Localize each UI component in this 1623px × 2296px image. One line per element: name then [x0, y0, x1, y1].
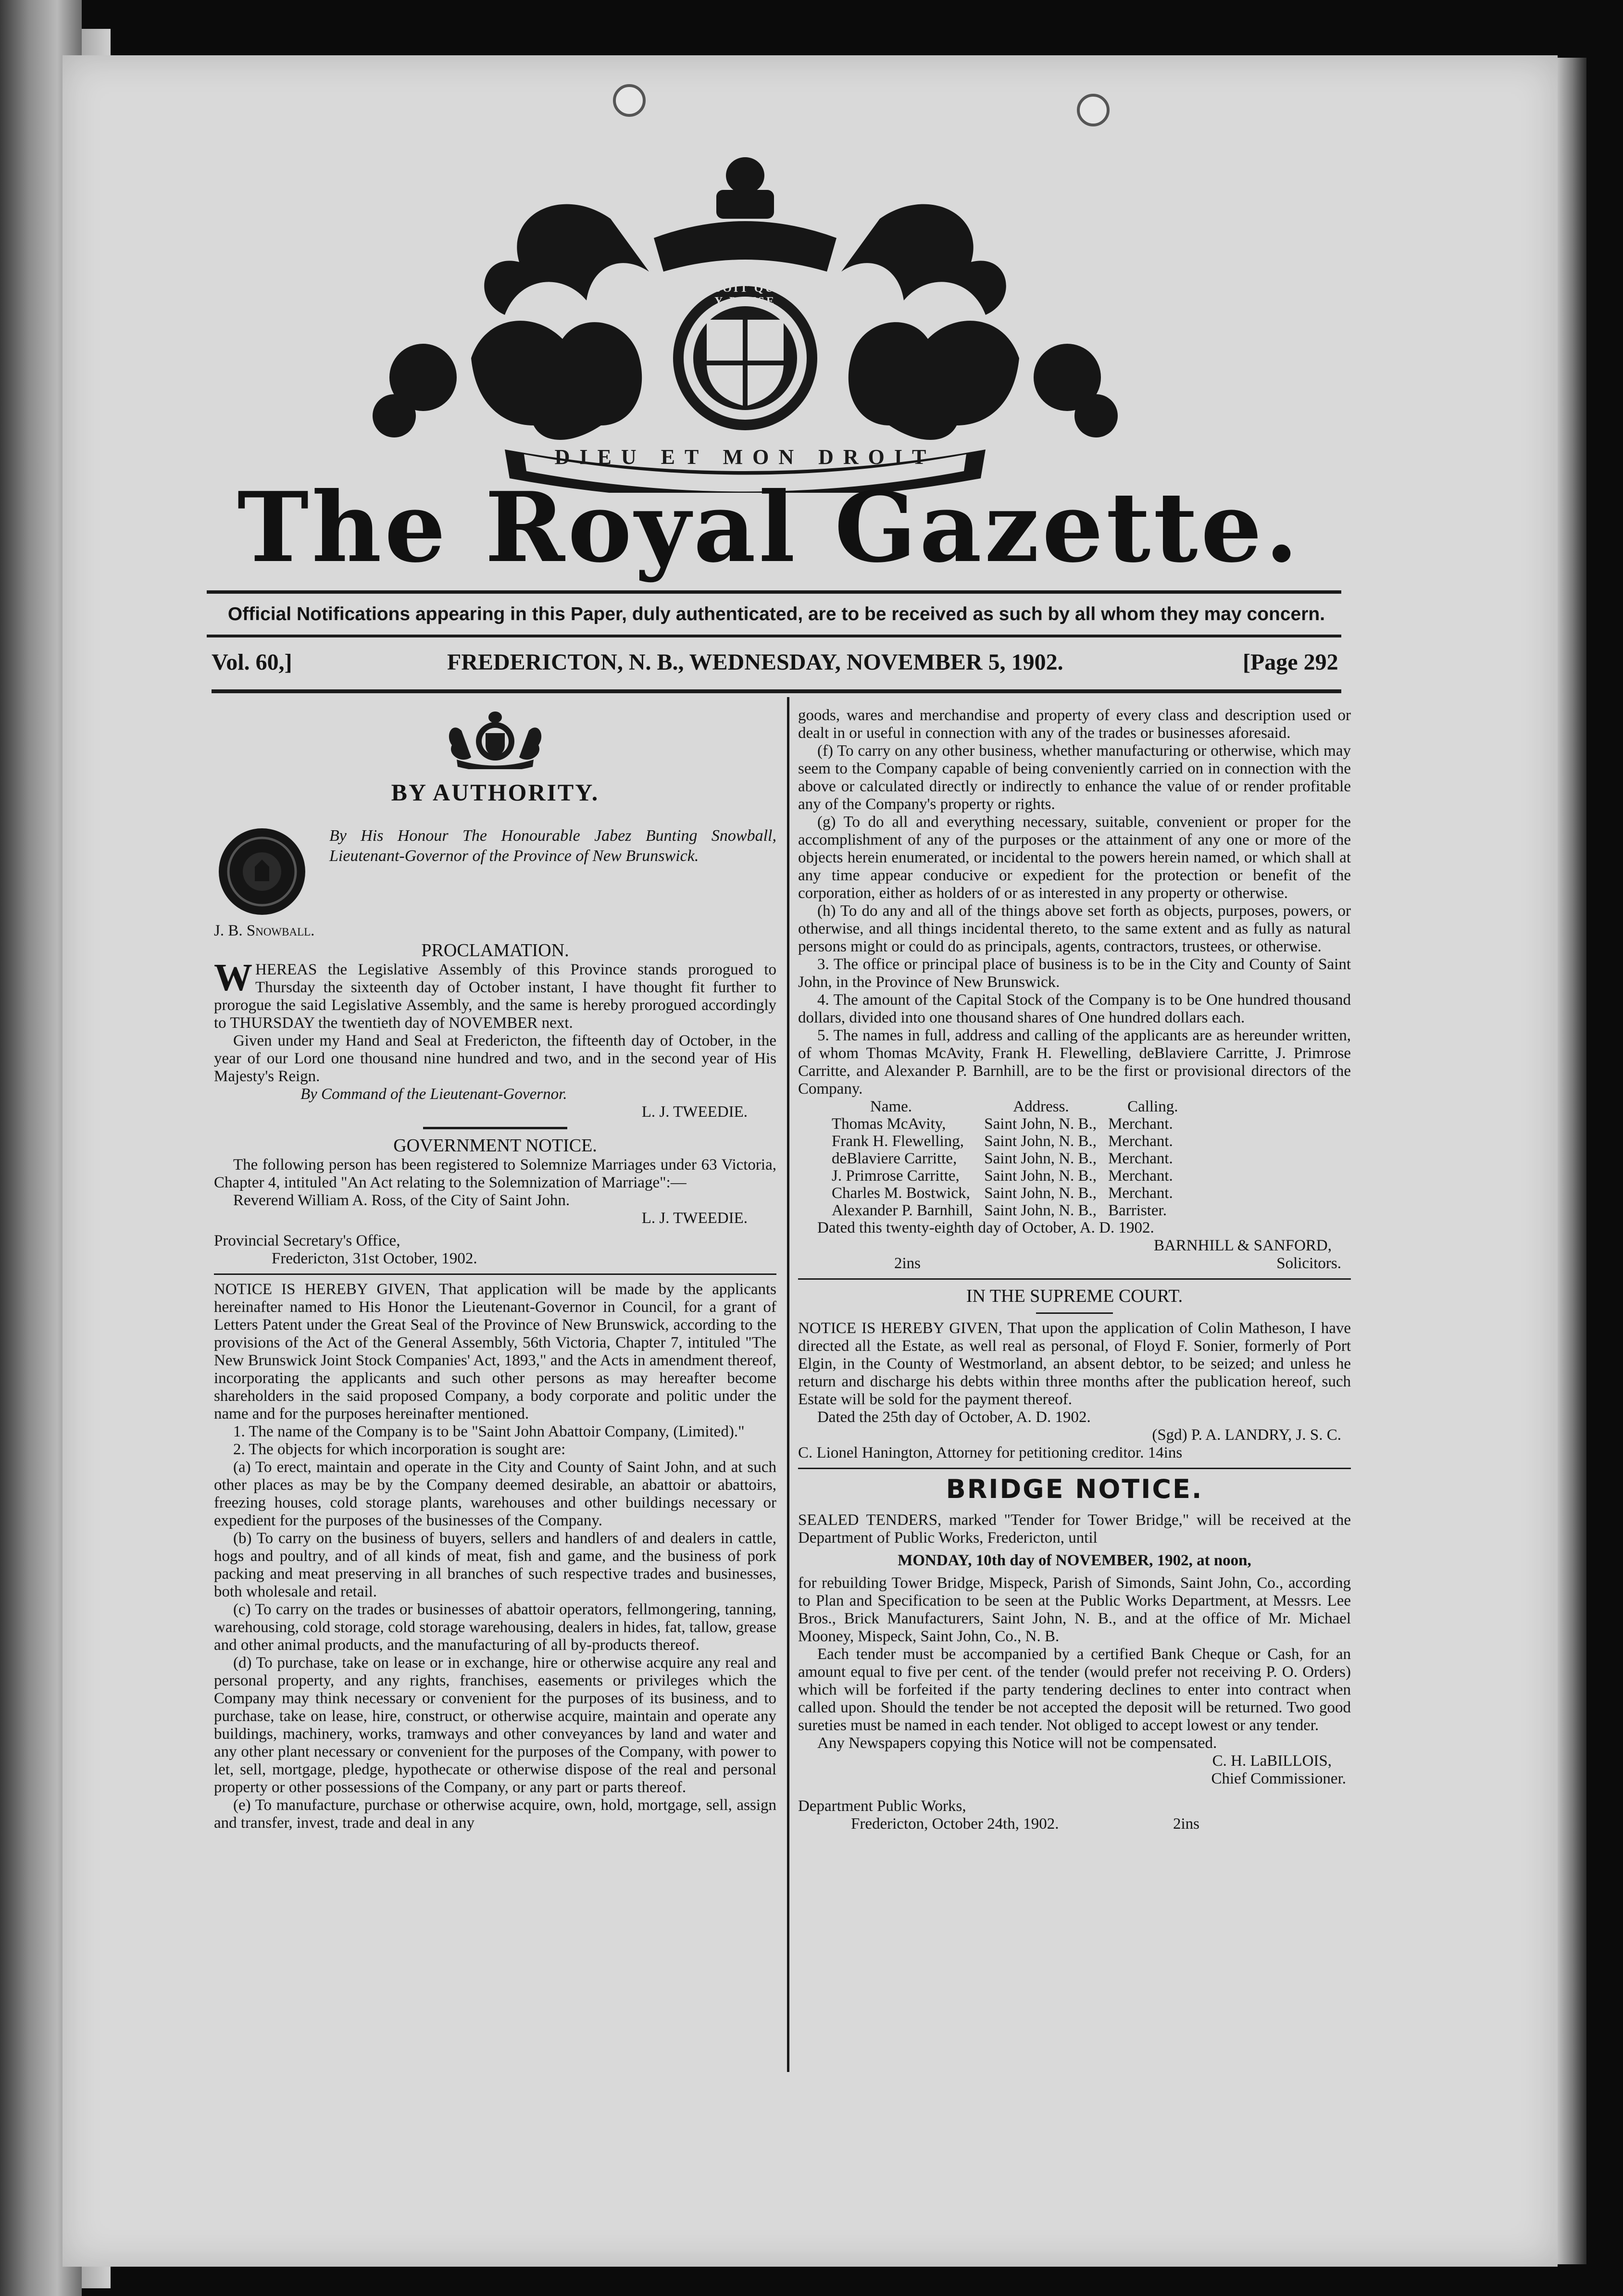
insertions-1: 2ins — [894, 1255, 921, 1272]
drop-cap: W — [214, 957, 252, 999]
bridge-deadline: MONDAY, 10th day of NOVEMBER, 1902, at noon, — [898, 1552, 1251, 1569]
applicant-calling: Merchant. — [1108, 1167, 1173, 1185]
item-g: (g) To do all and everything necessary, suitable, convenient or proper for the accomplishment of any of the purposes or the attainment of any one or more of the objects herein enumerated, or incidental to the powers herein named, or which shall at any time appear conducive or expedient for the protection or benefit of the corporation, either as holders of or as interested in any property or otherwise. — [798, 813, 1351, 902]
applicant-calling: Merchant. — [1108, 1150, 1173, 1167]
issue-place-date: FREDERICTON, N. B., WEDNESDAY, NOVEMBER 5, 1902. — [447, 649, 1063, 675]
tweedie-signature-2: L. J. TWEEDIE. — [641, 1210, 748, 1227]
applicant-name: J. Primrose Carritte, — [832, 1167, 960, 1185]
dateline-rule — [212, 689, 1341, 693]
item-e: (e) To manufacture, purchase or otherwise acquire, own, hold, mortgage, sell, assign and transfer, invest, trade and deal in any — [214, 1797, 776, 1832]
left-column — [214, 711, 776, 1832]
item-c: (c) To carry on the trades or businesses of abattoir operators, fellmongering, tanning, warehousing, cold storage, cold storage warehousing, dealers in hides, fat, tallow, grease and other animal products, and the manufacturing of all by-products thereof. — [214, 1601, 776, 1654]
item-3: 3. The office or principal place of business is to be in the City and County of Saint John, in the Province of New Brunswick. — [798, 956, 1351, 991]
page-number: [Page 292 — [1243, 649, 1338, 675]
table-row — [832, 1133, 1189, 1150]
supreme-court-dated: Dated the 25th day of October, A. D. 1902. — [817, 1409, 1091, 1426]
solicitors-label: Solicitors. — [1276, 1255, 1341, 1272]
official-notifications-note: Official Notifications appearing in this Paper, duly authenticated, are to be received as such by all whom they may concern. — [227, 604, 1325, 624]
item-h: (h) To do any and all of the things above set forth as objects, purposes, powers, or otherwise, and all things incidental thereto, to the same extent and as fully as natural persons might or could do as principals, agents, contractors, trustees, or otherwise. — [798, 902, 1351, 955]
provincial-office: Provincial Secretary's Office, — [214, 1232, 400, 1249]
item-2: 2. The objects for which incorporation is sought are: — [233, 1441, 566, 1458]
punch-hole-right — [1077, 94, 1110, 126]
bridge-intro: SEALED TENDERS, marked "Tender for Tower Bridge," will be received at the Department of Public Works, Fredericton, until — [798, 1511, 1351, 1547]
department-date: Fredericton, October 24th, 1902. — [851, 1815, 1059, 1833]
applicant-address: Saint John, N. B., — [984, 1115, 1097, 1133]
applicant-name: Thomas McAvity, — [832, 1115, 946, 1133]
bridge-notice-heading: BRIDGE NOTICE. — [946, 1474, 1203, 1504]
proclamation-body: HEREAS the Legislative Assembly of this Province stands prorogued to Thursday the sixteenth day of October instant, I have thought fit further to prorogue the said Legislative Assembly, and the same is hereby prorogued accordingly to THURSDAY the twentieth day of NOVEMBER next. — [214, 961, 776, 1032]
bridge-tender-terms: Each tender must be accompanied by a certified Bank Cheque or Cash, for an amount equal to five per cent. of the tender (would prefer not receiving P. O. Orders) which will be forfeited if the party tendering declines to enter into contract when called upon. Should the tender be not accepted the deposit will be returned. Two good sureties must be named in each tender. Not obliged to accept lowest or any tender. — [798, 1646, 1351, 1734]
section-rule-4 — [798, 1468, 1351, 1469]
applicants-table — [832, 1098, 1189, 1219]
newspaper-title: The Royal Gazette. — [237, 471, 1301, 584]
proclamation-given: Given under my Hand and Seal at Fredericton, the fifteenth day of October, in the year of our Lord one thousand nine hundred and two, and in the second year of His Majesty's Reign. — [214, 1032, 776, 1085]
header-calling: Calling. — [1127, 1098, 1178, 1115]
header-address: Address. — [1013, 1098, 1069, 1115]
barnhill-sanford: BARNHILL & SANFORD, — [1153, 1237, 1332, 1254]
small-coat-of-arms — [214, 711, 776, 769]
item-d: (d) To purchase, take on lease or in exchange, hire or otherwise acquire any real and personal property, and any rights, franchises, easements or privileges which the Company may think necessary or convenient for the purposes of its business, and to purchase, take on lease, hire, construct, or otherwise acquire, maintain and operate any buildings, machinery, works, tramways and other conveyances by land and water and any other plant necessary or convenient for the purposes of the Company, with power to let, sell, mortgage, pledge, hypothecate or otherwise dispose of the real and personal property or other possessions of the Company, or any part or parts thereof. — [214, 1654, 776, 1796]
applicant-calling: Merchant. — [1108, 1185, 1173, 1202]
garter-motto: HONI SOIT QUI MAL Y PENSE — [671, 282, 820, 308]
applicant-calling: Barrister. — [1108, 1202, 1167, 1219]
incorporation-notice: NOTICE IS HEREBY GIVEN, That application will be made by the applicants hereinafter named to His Honor the Lieutenant-Governor in Council, for a grant of Letters Patent under the Great Seal of the Province of New Brunswick, according to the provisions of the Act of the General Assembly, 56th Victoria, Chapter 7, intituled "The New Brunswick Joint Stock Companies' Act, 1893," and the Acts in amendment thereof, incorporating the applicants and such other persons as may hereafter become shareholders in the said proposed Company, a body corporate and politic under the name and for the purposes hereinafter mentioned. — [214, 1281, 776, 1423]
by-authority-heading: BY AUTHORITY. — [391, 779, 599, 806]
short-rule — [1036, 1312, 1113, 1314]
proclamation-intro: By His Honour The Honourable Jabez Bunting Snowball, Lieutenant-Governor of the Province of New Brunswick. — [329, 827, 776, 865]
table-header-row — [832, 1098, 1189, 1115]
government-notice-heading: GOVERNMENT NOTICE. — [393, 1136, 597, 1156]
page-stack-edge — [1558, 58, 1586, 2264]
tweedie-signature-1: L. J. TWEEDIE. — [641, 1103, 748, 1121]
column-divider — [787, 697, 789, 2072]
section-rule-2 — [214, 1273, 776, 1275]
item-f: (f) To carry on any other business, whether manufacturing or otherwise, which may seem to the Company capable of being conveniently carried on in connection with the above or calculated directly or indirectly to enhance the value of or render profitable any of the Company's property or rights. — [798, 742, 1351, 813]
applicant-name: deBlaviere Carritte, — [832, 1150, 957, 1167]
section-rule — [423, 1127, 567, 1129]
applicant-name: Frank H. Flewelling, — [832, 1133, 964, 1150]
applicant-address: Saint John, N. B., — [984, 1185, 1097, 1202]
item-1: 1. The name of the Company is to be "Saint John Abattoir Company, (Limited)." — [233, 1423, 745, 1440]
bridge-newspapers: Any Newspapers copying this Notice will not be compensated. — [817, 1734, 1217, 1752]
punch-hole-left — [613, 84, 646, 117]
hanington-attorney: C. Lionel Hanington, Attorney for petitioning creditor. 14ins — [798, 1444, 1183, 1461]
dated-line: Dated this twenty-eighth day of October, A. D. 1902. — [817, 1219, 1154, 1236]
landry-signature: (Sgd) P. A. LANDRY, J. S. C. — [1152, 1426, 1341, 1444]
applicant-name: Charles M. Bostwick, — [832, 1185, 970, 1202]
section-rule-3 — [798, 1278, 1351, 1280]
item-a: (a) To erect, maintain and operate in the City and County of Saint John, and at such other places as may be by the Company deemed desirable, an abattoir or abattoirs, freezing houses, cold storage plants, warehouses and other buildings necessary or expedient for the purposes of the businesses of the Company. — [214, 1459, 776, 1529]
insertions-2: 2ins — [1173, 1815, 1200, 1833]
volume-number: Vol. 60,] — [212, 649, 292, 675]
item-4: 4. The amount of the Capital Stock of the Company is to be One hundred thousand dollars, divided into one thousand shares of One hundred dollars each. — [798, 991, 1351, 1026]
official-seal — [216, 826, 308, 917]
continued-text: goods, wares and merchandise and property of every class and description used or dealt in or useful in connection with any of the trades or businesses aforesaid. — [798, 707, 1351, 742]
applicant-calling: Merchant. — [1108, 1115, 1173, 1133]
right-column — [798, 707, 1351, 1833]
government-notice-body: The following person has been registered to Solemnize Marriages under 63 Victoria, Chapter 4, intituled "An Act relating to the Solemnization of Marriage":— — [214, 1156, 776, 1191]
supreme-court-heading: IN THE SUPREME COURT. — [966, 1286, 1183, 1306]
applicant-address: Saint John, N. B., — [984, 1202, 1097, 1219]
bridge-body: for rebuilding Tower Bridge, Mispeck, Parish of Simonds, Saint John, Co., according to Plan and Specification to be seen at the Public Works Department, at Messrs. Lee Bros., Brick Manufacturers, Saint John, N. B., and at the office of Mr. Michael Mooney, Mispeck, Saint John, Co., N. B. — [798, 1574, 1351, 1645]
masthead-rule-bottom — [207, 635, 1341, 637]
item-b: (b) To carry on the business of buyers, sellers and handlers of and dealers in cattle, hogs and poultry, and of all kinds of meat, fish and game, and the business of pork packing and meat preserving in all branches of such respective trades and businesses, both wholesale and retail. — [214, 1530, 776, 1600]
applicant-name: Alexander P. Barnhill, — [832, 1202, 973, 1219]
table-row — [832, 1185, 1189, 1202]
applicant-address: Saint John, N. B., — [984, 1133, 1097, 1150]
proclamation-heading: PROCLAMATION. — [421, 940, 569, 961]
provincial-office-date: Fredericton, 31st October, 1902. — [272, 1250, 477, 1267]
department-public-works: Department Public Works, — [798, 1797, 966, 1815]
chief-commissioner: Chief Commissioner. — [1211, 1770, 1346, 1787]
table-row — [832, 1167, 1189, 1185]
table-row — [832, 1202, 1189, 1219]
supreme-court-body: NOTICE IS HEREBY GIVEN, That upon the application of Colin Matheson, I have directed all the Estate, as well real as personal, of Floyd F. Sonier, formerly of Port Elgin, in the County of Westmorland, an absent debtor, to be seized; and unless he return and discharge his debts within three months after the publication hereof, such Estate will be sold for the payment thereof. — [798, 1320, 1351, 1408]
masthead-rule-top — [207, 590, 1341, 594]
table-row — [832, 1115, 1189, 1133]
government-notice-person: Reverend William A. Ross, of the City of Saint John. — [233, 1192, 570, 1209]
motto-ribbon: DIEU ET MON DROIT — [554, 445, 936, 469]
table-row — [832, 1150, 1189, 1167]
royal-coat-of-arms — [361, 156, 1130, 493]
labillois-signature: C. H. LaBILLOIS, — [1212, 1752, 1332, 1770]
by-command: By Command of the Lieutenant-Governor. — [300, 1086, 567, 1103]
header-name: Name. — [870, 1098, 912, 1115]
applicant-address: Saint John, N. B., — [984, 1167, 1097, 1185]
applicant-calling: Merchant. — [1108, 1133, 1173, 1150]
item-5: 5. The names in full, address and calling of the applicants are as hereunder written, of whom Thomas McAvity, Frank H. Flewelling, deBlaviere Carritte, J. Primrose Carritte, and Alexander P. Barnhill, are to be the first or provisional directors of the Company. — [798, 1027, 1351, 1098]
applicant-address: Saint John, N. B., — [984, 1150, 1097, 1167]
governor-signature: J. B. Snowball. — [214, 922, 315, 939]
